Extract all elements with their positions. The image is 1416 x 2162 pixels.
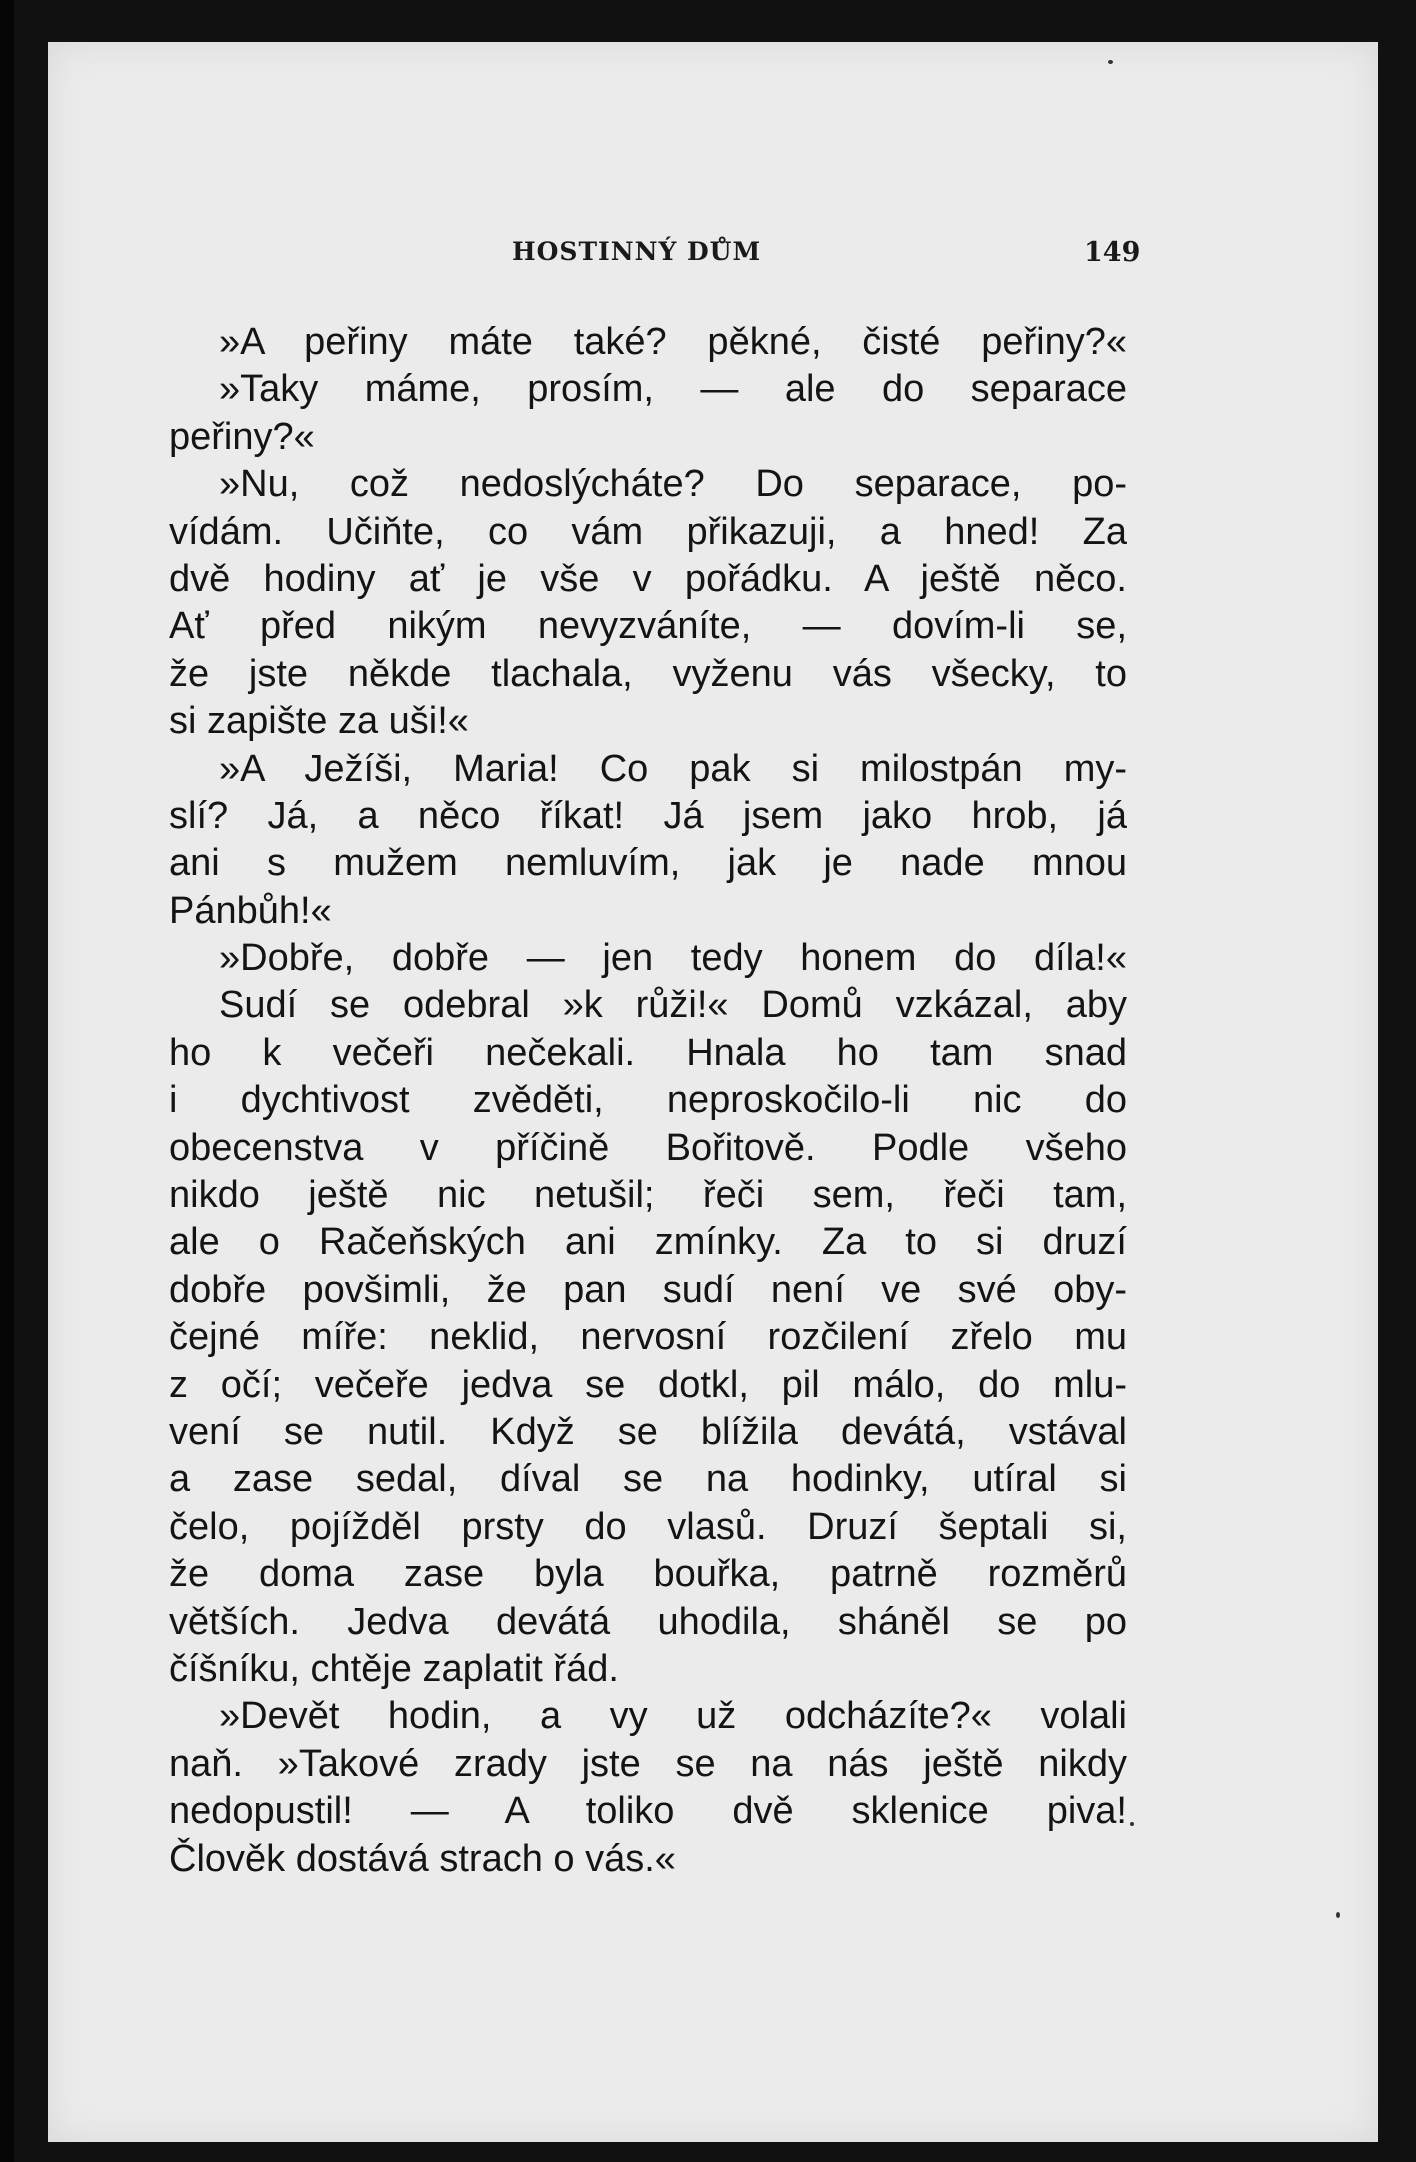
page-header — [48, 237, 1378, 277]
text-line: čelo, pojížděl prsty do vlasů. Druzí šeptali si, — [169, 1505, 1127, 1548]
scan-speck — [1108, 60, 1113, 64]
text-line: ale o Račeňských ani zmínky. Za to si druzí — [169, 1221, 1127, 1264]
text-line: čejné míře: neklid, nervosní rozčilení zřelo mu — [169, 1316, 1127, 1359]
text-line: ani s mužem nemluvím, jak je nade mnou — [169, 842, 1127, 885]
text-line: »Taky máme, prosím, — ale do separace — [219, 368, 1127, 411]
text-line: si zapište za uši!« — [169, 700, 469, 743]
text-line: Sudí se odebral »k růži!« Domů vzkázal, aby — [219, 984, 1127, 1027]
text-line: »A peřiny máte také? pěkné, čisté peřiny?« — [219, 321, 1127, 363]
text-line: »Nu, což nedoslýcháte? Do separace, po- — [219, 463, 1127, 506]
body-text — [169, 319, 1127, 1883]
text-line: ho k večeři nečekali. Hnala ho tam snad — [169, 1031, 1127, 1074]
text-line: dobře povšimli, že pan sudí není ve své oby- — [169, 1268, 1127, 1311]
text-line: že jste někde tlachala, vyženu vás všecky, to — [169, 652, 1127, 695]
page-number: 149 — [1084, 237, 1141, 268]
text-line: že doma zase byla bouřka, patrně rozměrů — [169, 1553, 1127, 1596]
text-line: »Dobře, dobře — jen tedy honem do díla!« — [219, 937, 1127, 980]
text-line: i dychtivost zvěděti, neproskočilo-li nic do — [169, 1079, 1127, 1122]
text-line: Člověk dostává strach o vás.« — [169, 1837, 676, 1880]
text-line: naň. »Takové zrady jste se na nás ještě nikdy — [169, 1742, 1127, 1785]
running-title: HOSTINNÝ DŮM — [512, 237, 762, 266]
text-line: nedopustil! — A toliko dvě sklenice piva! — [169, 1790, 1127, 1833]
text-line: slí? Já, a něco říkat! Já jsem jako hrob, já — [169, 794, 1127, 837]
text-line: vení se nutil. Když se blížila devátá, vstával — [169, 1410, 1127, 1453]
text-line: větších. Jedva devátá uhodila, sháněl se po — [169, 1600, 1127, 1643]
text-line: peřiny?« — [169, 415, 315, 458]
text-line: nikdo ještě nic netušil; řeči sem, řeči tam, — [169, 1174, 1127, 1217]
text-line: vídám. Učiňte, co vám přikazuji, a hned! Za — [169, 510, 1127, 553]
left-page-edge — [0, 0, 14, 2162]
text-line: dvě hodiny ať je vše v pořádku. A ještě něco. — [169, 557, 1127, 600]
text-line: číšníku, chtěje zaplatit řád. — [169, 1647, 619, 1690]
text-line: a zase sedal, díval se na hodinky, utíral si — [169, 1458, 1127, 1501]
text-line: Ať před nikým nevyzváníte, — dovím-li se, — [169, 605, 1127, 648]
text-line: »Devět hodin, a vy už odcházíte?« volali — [219, 1695, 1127, 1738]
page-sheet — [48, 42, 1378, 2142]
scan-speck — [1336, 1912, 1340, 1918]
scan-speck — [1130, 1822, 1134, 1826]
text-line: obecenstva v příčině Bořitově. Podle všeho — [169, 1126, 1127, 1169]
text-line: Pánbůh!« — [169, 889, 332, 932]
text-line: z očí; večeře jedva se dotkl, pil málo, do mlu- — [169, 1363, 1127, 1406]
text-line: »A Ježíši, Maria! Co pak si milostpán my- — [219, 747, 1127, 790]
